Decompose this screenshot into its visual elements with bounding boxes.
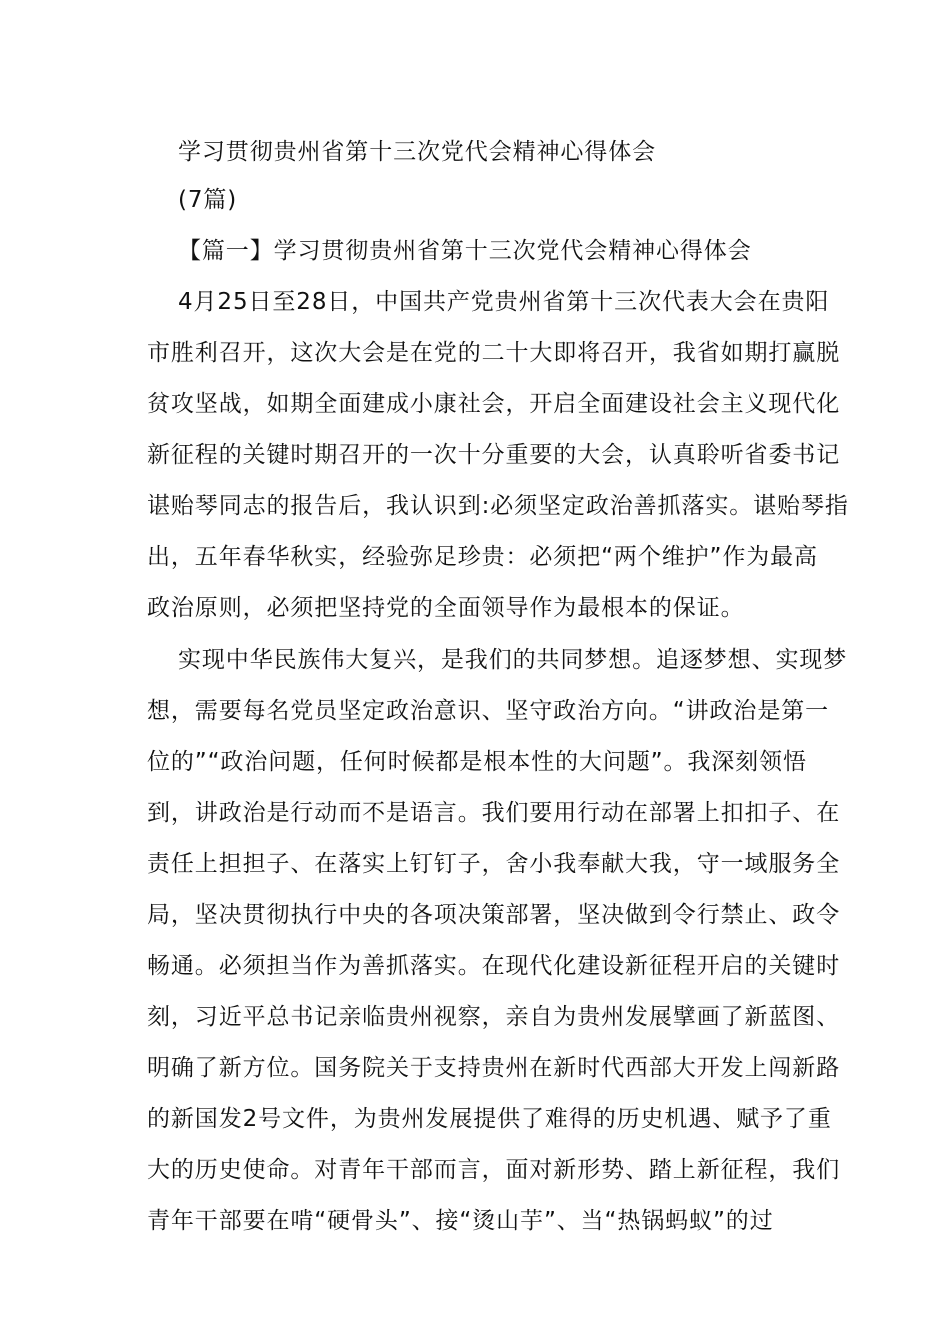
paragraph-line: 贫攻坚战，如期全面建成小康社会，开启全面建设社会主义现代化 [147,391,841,417]
paragraph-line: 谌贻琴同志的报告后，我认识到:必须坚定政治善抓落实。谌贻琴指 [147,493,849,519]
paragraph-line: 4月25日至28日，中国共产党贵州省第十三次代表大会在贵阳 [178,289,830,315]
paragraph-line: 政治原则，必须把坚持党的全面领导作为最根本的保证。 [147,595,745,621]
paragraph-line: 位的”“政治问题，任何时候都是根本性的大问题”。我深刻领悟 [147,749,807,775]
document-title: 学习贯彻贵州省第十三次党代会精神心得体会 [178,139,656,165]
section-heading: 【篇一】学习贯彻贵州省第十三次党代会精神心得体会 [178,238,752,264]
paragraph-line: 市胜利召开，这次大会是在党的二十大即将召开，我省如期打赢脱 [147,340,841,366]
paragraph-line: 大的历史使命。对青年干部而言，面对新形势、踏上新征程，我们 [147,1157,841,1183]
paragraph-line: 的新国发2号文件，为贵州发展提供了难得的历史机遇、赋予了重 [147,1106,832,1132]
paragraph-line: 青年干部要在啃“硬骨头”、接“烫山芋”、当“热锅蚂蚁”的过 [147,1208,774,1234]
paragraph-line: 责任上担担子、在落实上钉钉子，舍小我奉献大我，守一域服务全 [147,851,841,877]
paragraph-line: 实现中华民族伟大复兴，是我们的共同梦想。追逐梦想、实现梦 [178,647,848,673]
paragraph-line: 局，坚决贯彻执行中央的各项决策部署，坚决做到令行禁止、政令 [147,902,841,928]
paragraph-line: 刻，习近平总书记亲临贵州视察，亲自为贵州发展擘画了新蓝图、 [147,1004,841,1030]
paragraph-line: 明确了新方位。国务院关于支持贵州在新时代西部大开发上闯新路 [147,1055,841,1081]
paragraph-line: 新征程的关键时期召开的一次十分重要的大会，认真聆听省委书记 [147,442,841,468]
paragraph-line: 到，讲政治是行动而不是语言。我们要用行动在部署上扣扣子、在 [147,800,841,826]
paragraph-line: 出，五年春华秋实，经验弥足珍贵：必须把“两个维护”作为最高 [147,544,818,570]
document-subtitle: (7篇) [178,187,238,213]
paragraph-line: 畅通。必须担当作为善抓落实。在现代化建设新征程开启的关键时 [147,953,841,979]
paragraph-line: 想，需要每名党员坚定政治意识、坚守政治方向。“讲政治是第一 [147,698,830,724]
